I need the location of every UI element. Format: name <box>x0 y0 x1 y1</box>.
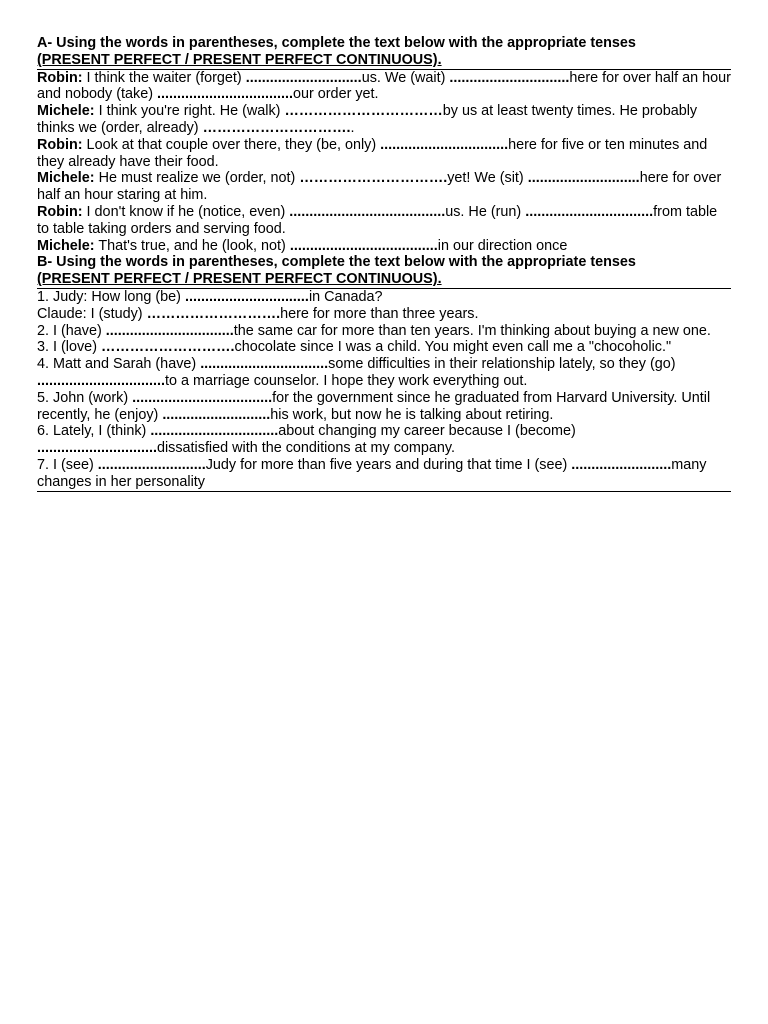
dialogue-text: here for over half an hour staring at him. <box>37 170 722 204</box>
exercise-item <box>37 323 731 340</box>
item-text: Claude: I (study) <box>37 305 147 322</box>
section-b-items <box>37 289 731 492</box>
answer-blank[interactable]: ................................ <box>525 203 654 220</box>
answer-blank[interactable]: ....................................... <box>289 203 446 220</box>
dialogue-text: I think the waiter (forget) <box>82 69 246 86</box>
dialogue-text: That's true, and he (look, not) <box>94 237 290 254</box>
answer-blank[interactable]: ................................... <box>132 389 273 406</box>
dialogue-text: us. We (wait) <box>361 69 450 86</box>
exercise-item <box>37 356 731 390</box>
dialogue-text: . <box>350 119 355 136</box>
answer-blank[interactable]: ..................................... <box>289 237 438 254</box>
answer-blank[interactable]: ................................ <box>37 372 165 389</box>
section-a-subheading: (PRESENT PERFECT / PRESENT PERFECT CONTINUOUS). <box>37 51 442 68</box>
worksheet-page <box>37 35 731 492</box>
exercise-item <box>37 390 731 424</box>
dialogue-line <box>37 137 731 171</box>
answer-blank[interactable]: ................................ <box>150 423 279 440</box>
dialogue-text: in our direction once <box>437 237 568 254</box>
answer-blank[interactable]: ................................ <box>105 322 234 339</box>
dialogue-line <box>37 204 731 238</box>
dialogue-line <box>37 70 731 104</box>
answer-blank[interactable]: ………………………. <box>146 305 281 322</box>
answer-blank[interactable]: .............................. <box>37 440 157 457</box>
answer-blank[interactable]: ................................ <box>200 356 329 373</box>
dialogue-text: our order yet. <box>292 86 379 103</box>
answer-blank[interactable]: ............................... <box>184 288 309 305</box>
item-text: 6. Lately, I (think) <box>37 423 151 440</box>
item-text: chocolate since I was a child. You might even call me a "chocoholic." <box>234 339 672 356</box>
dialogue-speaker: Robin: <box>37 203 83 220</box>
dialogue-text: from table to table taking orders and serving food. <box>37 203 718 237</box>
answer-blank[interactable]: ................................ <box>380 136 509 153</box>
dialogue-line <box>37 238 731 255</box>
answer-blank[interactable]: ............................ <box>527 170 640 187</box>
item-text: 3. I (love) <box>37 339 101 356</box>
answer-blank[interactable]: …………………………. <box>299 170 448 187</box>
item-text: 2. I (have) <box>37 322 106 339</box>
answer-blank[interactable]: ........................... <box>97 456 206 473</box>
dialogue-text: by us at least twenty times. He probably thinks we (order, already) <box>37 103 698 136</box>
item-text: here for more than three years. <box>280 305 479 322</box>
dialogue-speaker: Michele: <box>37 237 95 254</box>
answer-blank[interactable]: ........................... <box>162 406 271 423</box>
dialogue-line <box>37 170 731 204</box>
dialogue-text: here for five or ten minutes and they already have their food. <box>37 136 708 170</box>
dialogue-text: here for over half an hour and nobody (take) <box>37 69 731 103</box>
dialogue-text: us. He (run) <box>445 203 526 220</box>
item-text: many changes in her personality <box>37 456 707 490</box>
answer-blank[interactable]: …………………………. <box>202 119 351 136</box>
exercise-item <box>37 306 731 323</box>
item-text: his work, but now he is talking about retiring. <box>270 406 554 423</box>
dialogue-speaker: Michele: <box>37 170 95 187</box>
item-text: about changing my career because I (become) <box>278 423 576 440</box>
answer-blank[interactable]: ………………………. <box>100 339 235 356</box>
exercise-item <box>37 289 731 306</box>
item-text: in Canada? <box>308 288 383 305</box>
dialogue-text: I think you're right. He (walk) <box>94 103 285 120</box>
answer-blank[interactable]: ......................... <box>571 456 672 473</box>
section-b-heading <box>37 254 731 288</box>
item-text: for the government since he graduated from Harvard University. Until recently, he (enjoy) <box>37 389 711 423</box>
item-text: 5. John (work) <box>37 389 133 406</box>
exercise-item <box>37 339 731 356</box>
section-a-dialogue <box>37 70 731 255</box>
item-text: 4. Matt and Sarah (have) <box>37 356 201 373</box>
answer-blank[interactable]: ............................. <box>245 69 362 86</box>
answer-blank[interactable]: .................................. <box>157 86 293 103</box>
section-b-heading-text: B- Using the words in parentheses, complete the text below with the appropriate tenses <box>37 254 636 271</box>
item-text: some difficulties in their relationship lately, so they (go) <box>328 356 676 373</box>
dialogue-line <box>37 103 731 137</box>
section-a-heading <box>37 35 731 69</box>
dialogue-text: Look at that couple over there, they (be, only) <box>82 136 381 153</box>
section-b-subheading: (PRESENT PERFECT / PRESENT PERFECT CONTINUOUS). <box>37 271 442 288</box>
item-text: Judy for more than five years and during that time I (see) <box>205 456 572 473</box>
item-text: 7. I (see) <box>37 456 98 473</box>
exercise-item <box>37 457 731 491</box>
answer-blank[interactable]: .............................. <box>449 69 570 86</box>
dialogue-speaker: Robin: <box>37 136 83 153</box>
item-text: 1. Judy: How long (be) <box>37 288 185 305</box>
dialogue-speaker: Robin: <box>37 69 83 86</box>
section-a-heading-text: A- Using the words in parentheses, complete the text below with the appropriate tenses <box>37 35 636 51</box>
exercise-item <box>37 423 731 457</box>
dialogue-text: I don't know if he (notice, even) <box>82 203 290 220</box>
dialogue-speaker: Michele: <box>37 103 95 120</box>
dialogue-text: yet! We (sit) <box>447 170 528 187</box>
item-text: dissatisfied with the conditions at my company. <box>156 440 456 457</box>
answer-blank[interactable]: …………………………… <box>284 103 443 120</box>
dialogue-text: He must realize we (order, not) <box>94 170 300 187</box>
item-text: the same car for more than ten years. I'm thinking about buying a new one. <box>233 322 711 339</box>
item-text: to a marriage counselor. I hope they work everything out. <box>164 372 528 389</box>
